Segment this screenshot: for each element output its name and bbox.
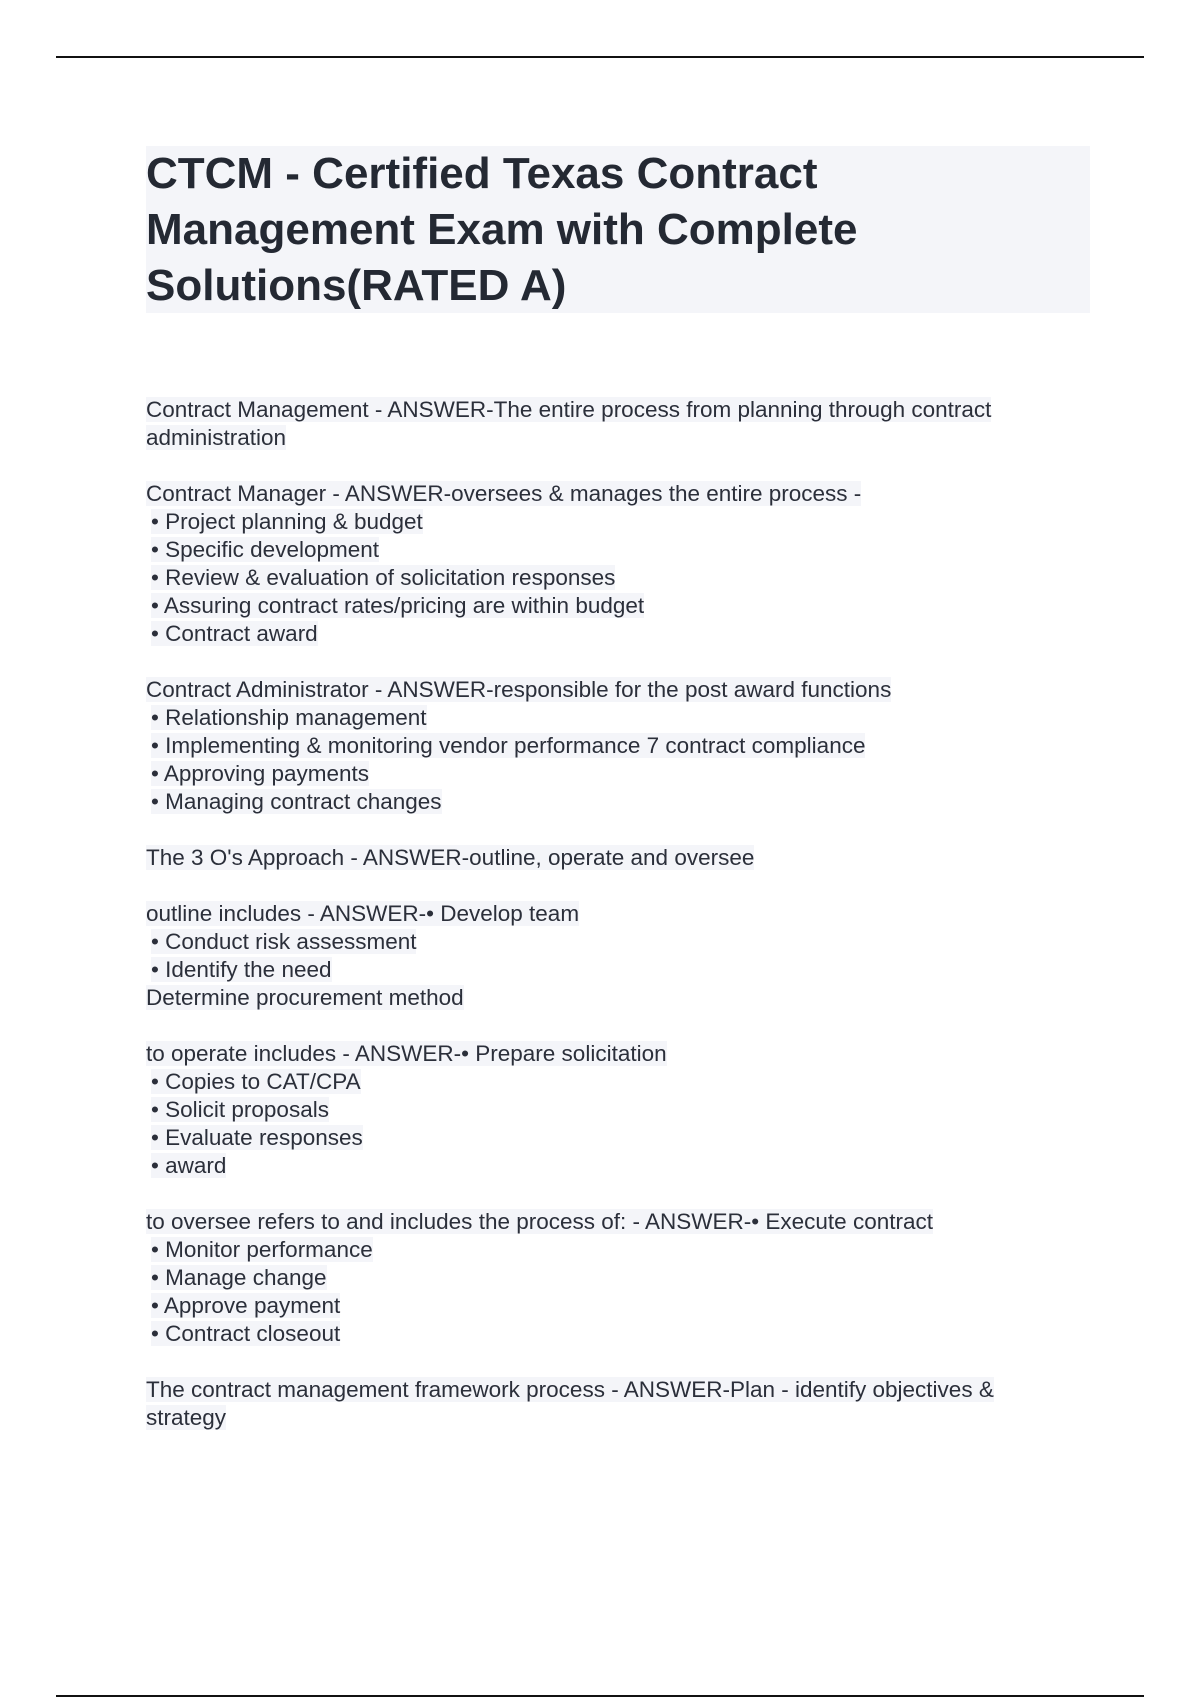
text-line: Contract Manager - ANSWER-oversees & manages the entire process - xyxy=(146,481,862,506)
qa-entry-contract-manager xyxy=(146,480,1090,648)
bullet-item: • Relationship management xyxy=(151,705,427,730)
title-line: CTCM - Certified Texas Contract xyxy=(146,149,818,198)
bullet-item: • Specific development xyxy=(151,537,379,562)
bullet-item: • Implementing & monitoring vendor performance 7 contract compliance xyxy=(151,733,866,758)
text-line: administration xyxy=(146,425,287,450)
qa-entry-contract-administrator xyxy=(146,676,1090,816)
bullet-item: • Evaluate responses xyxy=(151,1125,363,1150)
title-block xyxy=(146,146,1090,313)
qa-entry-framework-process xyxy=(146,1376,1090,1432)
text-line: to oversee refers to and includes the process of: - ANSWER-• Execute contract xyxy=(146,1209,933,1234)
qa-entry-3-os-approach xyxy=(146,844,1090,872)
text-line: Contract Administrator - ANSWER-responsible for the post award functions xyxy=(146,677,892,702)
bullet-item: • award xyxy=(151,1153,227,1178)
bullet-item: • Solicit proposals xyxy=(151,1097,329,1122)
text-line: Determine procurement method xyxy=(146,985,464,1010)
title-line: Solutions(RATED A) xyxy=(146,261,567,310)
document-title xyxy=(146,146,1046,314)
top-rule xyxy=(56,56,1144,58)
bullet-item: • Project planning & budget xyxy=(151,509,423,534)
bullet-item: • Identify the need xyxy=(151,957,332,982)
bullet-item: • Manage change xyxy=(151,1265,327,1290)
qa-list xyxy=(146,396,1090,1460)
text-line: The 3 O's Approach - ANSWER-outline, operate and oversee xyxy=(146,845,755,870)
bullet-item: • Managing contract changes xyxy=(151,789,442,814)
qa-entry-outline xyxy=(146,900,1090,1012)
text-line: outline includes - ANSWER-• Develop team xyxy=(146,901,580,926)
bullet-item: • Contract award xyxy=(151,621,318,646)
qa-entry-oversee xyxy=(146,1208,1090,1348)
bottom-rule xyxy=(56,1695,1144,1697)
bullet-item: • Contract closeout xyxy=(151,1321,341,1346)
bullet-item: • Assuring contract rates/pricing are within budget xyxy=(151,593,645,618)
bullet-item: • Approve payment xyxy=(151,1293,341,1318)
title-line: Management Exam with Complete xyxy=(146,205,858,254)
text-line: Contract Management - ANSWER-The entire process from planning through contract xyxy=(146,397,992,422)
bullet-item: • Copies to CAT/CPA xyxy=(151,1069,361,1094)
text-line: The contract management framework process - ANSWER-Plan - identify objectives & xyxy=(146,1377,994,1402)
bullet-item: • Approving payments xyxy=(151,761,370,786)
text-line: to operate includes - ANSWER-• Prepare solicitation xyxy=(146,1041,667,1066)
qa-entry-operate xyxy=(146,1040,1090,1180)
bullet-item: • Review & evaluation of solicitation responses xyxy=(151,565,616,590)
bullet-item: • Monitor performance xyxy=(151,1237,373,1262)
text-line: strategy xyxy=(146,1405,227,1430)
qa-entry-contract-management xyxy=(146,396,1090,452)
bullet-item: • Conduct risk assessment xyxy=(151,929,417,954)
